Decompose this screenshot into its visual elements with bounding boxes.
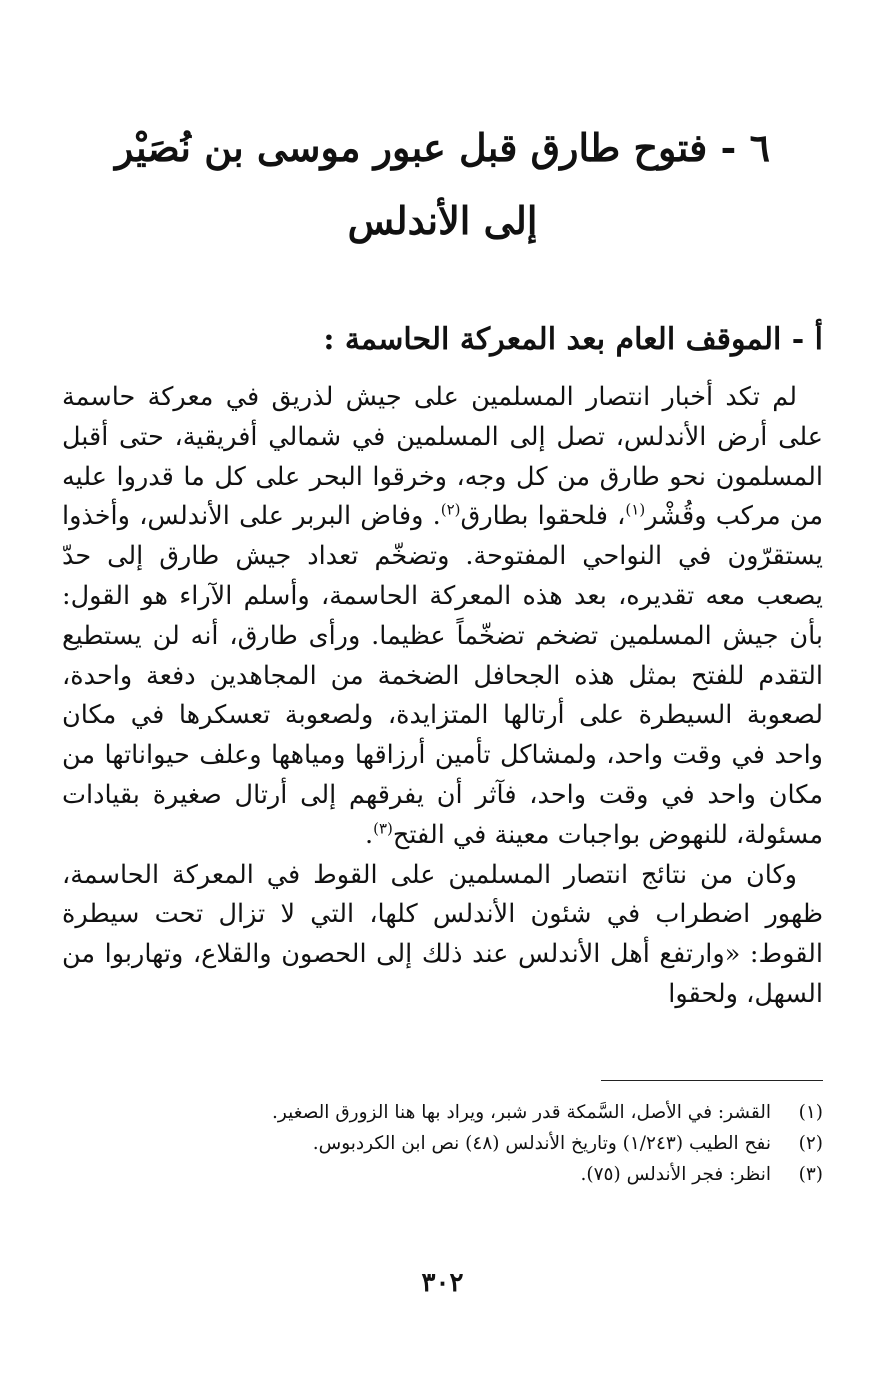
paragraph-2: وكان من نتائج انتصار المسلمين على القوط في المعركة الحاسمة، ظهور اضطراب في شئون الأندلس كلها، التي لا تزال تحت سيطرة القوط: «وارتفع أهل الأندلس عند ذلك إلى الحصون والقلاع، وتهاربوا من السهل، ولحقوا — [62, 859, 823, 1009]
footnote-text: نفح الطيب (١/٢٤٣) وتاريخ الأندلس (٤٨) نص ابن الكردبوس. — [312, 1133, 771, 1154]
body-text — [62, 378, 823, 1015]
footnote-item — [62, 1128, 823, 1159]
footnote-text: القشر: في الأصل، السَّمكة قدر شبر، ويراد بها هنا الزورق الصغير. — [272, 1102, 771, 1123]
footnote-ref-2[interactable]: (٢) — [440, 500, 461, 519]
page-number: ٣٠٢ — [421, 1268, 464, 1298]
paragraph-1-part-3: . وفاض البربر على الأندلس، وأخذوا يستقرّون في النواحي المفتوحة. وتضخّم تعداد جيش طارق إلى حدّ يصعب معه تقديره، بعد هذه المعركة الحاسمة، وأسلم الآراء هو القول: بأن جيش المسلمين تضخم تضخّماً عظيما. ورأى طارق، أنه لن يستطيع التقدم للفتح بمثل هذه الجحافل الضخمة من المجاهدين دفعة واحدة، لصعوبة السيطرة على أرتالها المتزايدة، ولصعوبة تعسكرها في مكان واحد في وقت واحد، ولمشاكل تأمين أرزاقها ومياهها وعلف حيواناتها من مكان واحد في وقت واحد، فآثر أن يفرقهم إلى أرتال صغيرة بقيادات مسئولة، للنهوض بواجبات معينة في الفتح — [62, 501, 823, 850]
paragraph-1-part-4: . — [365, 819, 374, 850]
footnote-item — [62, 1097, 823, 1128]
footnote-item — [62, 1159, 823, 1190]
paragraph-1-part-2: ، فلحقوا بطارق — [460, 501, 626, 532]
chapter-title-line-2: إلى الأندلس — [347, 198, 538, 243]
footnote-separator — [601, 1080, 823, 1081]
paragraph-1-part-1: لم تكد أخبار انتصار المسلمين على جيش لذريق في معركة حاسمة على أرض الأندلس، تصل إلى المسلمين في شمالي أفريقية، حتى أقبل المسلمون نحو طارق من كل وجه، وخرقوا البحر على كل ما قدروا عليه من مركب وقُشْر — [62, 382, 823, 532]
footnotes — [62, 1097, 823, 1190]
section-heading: أ - الموقف العام بعد المعركة الحاسمة : — [323, 322, 823, 357]
footnote-ref-3[interactable]: (٣) — [373, 819, 393, 838]
footnote-number: (٣) — [798, 1164, 823, 1185]
footnote-ref-1[interactable]: (١) — [625, 500, 646, 519]
footnote-text: انظر: فجر الأندلس (٧٥). — [580, 1164, 771, 1185]
footnote-number: (١) — [798, 1102, 823, 1123]
paragraph-1 — [62, 378, 823, 856]
footnote-number: (٢) — [798, 1133, 823, 1154]
chapter-title-line-1: ٦ - فتوح طارق قبل عبور موسى بن نُصَيْر — [115, 125, 770, 170]
